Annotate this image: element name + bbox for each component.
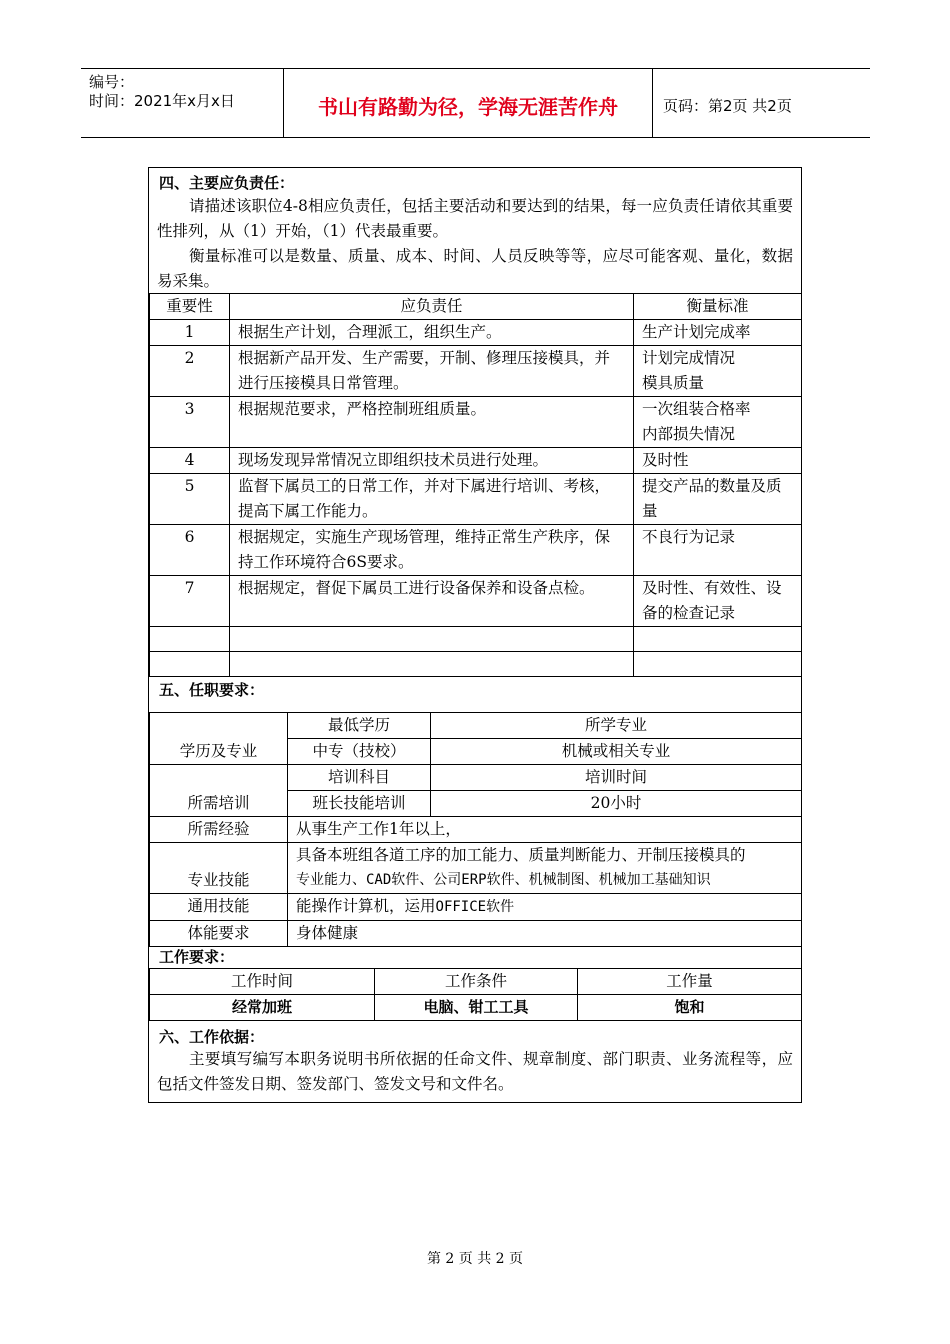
general-skill-label: 通用技能 xyxy=(150,894,288,921)
column-header-duty: 应负责任 xyxy=(230,294,634,320)
duty-cell: 根据规定，督促下属员工进行设备保养和设备点检。 xyxy=(230,576,634,627)
duty-cell: 根据新产品开发、生产需要，开制、修理压接模具，并进行压接模具日常管理。 xyxy=(230,346,634,397)
table-row xyxy=(150,397,802,448)
professional-skill-row xyxy=(150,843,802,894)
section6-description: 主要填写编写本职务说明书所依据的任命文件、规章制度、部门职责、业务流程等，应包括文件签发日期、签发部门、签发文号和文件名。 xyxy=(157,1050,793,1093)
physical-value: 身体健康 xyxy=(288,921,802,947)
general-skill-row xyxy=(150,894,802,921)
duty-cell xyxy=(230,627,634,652)
table-row-empty xyxy=(150,627,802,652)
rank-cell: 4 xyxy=(150,448,230,474)
physical-row xyxy=(150,921,802,947)
standard-cell: 一次组装合格率 内部损失情况 xyxy=(634,397,802,448)
professional-skill-line-1: 具备本班组各道工序的加工能力、质量判断能力、开制压接模具的 xyxy=(296,846,746,864)
rank-cell: 6 xyxy=(150,525,230,576)
section4-title: 四、主要应负责任： xyxy=(159,174,295,192)
work-value-row xyxy=(150,995,802,1021)
general-skill-software: OFFICE软件 xyxy=(435,899,515,915)
duty-cell xyxy=(230,652,634,677)
standard-cell: 提交产品的数量及质量 xyxy=(634,474,802,525)
job-description-form xyxy=(148,167,802,1103)
experience-label: 所需经验 xyxy=(150,817,288,843)
work-time-value: 经常加班 xyxy=(150,995,375,1021)
professional-skill-label: 专业技能 xyxy=(150,843,288,894)
table-row xyxy=(150,525,802,576)
responsibility-header-row xyxy=(150,294,802,320)
table-row xyxy=(150,320,802,346)
general-skill-text: 能操作计算机，运用 xyxy=(296,897,436,915)
standard-cell: 不良行为记录 xyxy=(634,525,802,576)
page-footer: 第 2 页 共 2 页 xyxy=(426,1251,524,1267)
section4-instructions: 请描述该职位4-8相应负责任，包括主要活动和要达到的结果，每一应负责任请依其重要性排列，从（1）开始，（1）代表最重要。 xyxy=(157,197,793,240)
training-time-value: 20小时 xyxy=(431,791,802,817)
work-condition-header: 工作条件 xyxy=(375,969,578,995)
work-requirements-table xyxy=(149,968,802,1021)
physical-label: 体能要求 xyxy=(150,921,288,947)
rank-cell: 2 xyxy=(150,346,230,397)
experience-row xyxy=(150,817,802,843)
column-header-standard: 衡量标准 xyxy=(634,294,802,320)
document-date: 时间：2021年x月x日 xyxy=(89,92,235,110)
header-motto: 书山有路勤为径，学海无涯苦作舟 xyxy=(283,69,653,137)
major-value: 机械或相关专业 xyxy=(431,739,802,765)
work-condition-value: 电脑、钳工工具 xyxy=(375,995,578,1021)
standard-cell xyxy=(634,627,802,652)
rank-cell: 5 xyxy=(150,474,230,525)
general-skill-value xyxy=(288,894,802,921)
work-header-row xyxy=(150,969,802,995)
rank-cell: 1 xyxy=(150,320,230,346)
work-time-header: 工作时间 xyxy=(150,969,375,995)
standard-cell: 计划完成情况 模具质量 xyxy=(634,346,802,397)
professional-skill-value xyxy=(288,843,802,894)
min-education-header: 最低学历 xyxy=(288,713,431,739)
standard-cell: 生产计划完成率 xyxy=(634,320,802,346)
training-label: 所需培训 xyxy=(150,765,288,817)
training-header-row xyxy=(150,765,802,791)
experience-value: 从事生产工作1年以上， xyxy=(288,817,802,843)
section5-title: 五、任职要求： xyxy=(159,681,265,699)
rank-cell: 3 xyxy=(150,397,230,448)
standard-cell xyxy=(634,652,802,677)
header-meta xyxy=(81,69,283,137)
column-header-rank: 重要性 xyxy=(150,294,230,320)
table-row-empty xyxy=(150,652,802,677)
training-subject-header: 培训科目 xyxy=(288,765,431,791)
rank-cell: 7 xyxy=(150,576,230,627)
training-subject-value: 班长技能培训 xyxy=(288,791,431,817)
training-time-header: 培训时间 xyxy=(431,765,802,791)
professional-skill-line-2: 专业能力、CAD软件、公司ERP软件、机械制图、机械加工基础知识 xyxy=(296,872,711,888)
duty-cell: 现场发现异常情况立即组织技术员进行处理。 xyxy=(230,448,634,474)
min-education-value: 中专（技校） xyxy=(288,739,431,765)
table-row xyxy=(150,346,802,397)
table-row xyxy=(150,576,802,627)
responsibility-table xyxy=(149,293,802,677)
rank-cell xyxy=(150,627,230,652)
education-header-row xyxy=(150,713,802,739)
duty-cell: 监督下属员工的日常工作，并对下属进行培训、考核，提高下属工作能力。 xyxy=(230,474,634,525)
section6-title: 六、工作依据： xyxy=(159,1028,265,1046)
section4-criteria-note: 衡量标准可以是数量、质量、成本、时间、人员反映等等，应尽可能客观、量化，数据易采集。 xyxy=(157,247,793,290)
duty-cell: 根据生产计划，合理派工，组织生产。 xyxy=(230,320,634,346)
header-page-info: 页码：第2页 共2页 xyxy=(663,96,792,115)
workload-header: 工作量 xyxy=(578,969,802,995)
work-requirements-title: 工作要求： xyxy=(159,948,235,966)
table-row xyxy=(150,474,802,525)
duty-cell: 根据规定，实施生产现场管理，维持正常生产秩序，保持工作环境符合6S要求。 xyxy=(230,525,634,576)
workload-value: 饱和 xyxy=(578,995,802,1021)
duty-cell: 根据规范要求，严格控制班组质量。 xyxy=(230,397,634,448)
rank-cell xyxy=(150,652,230,677)
document-number-label: 编号： xyxy=(89,73,135,91)
standard-cell: 及时性、有效性、设备的检查记录 xyxy=(634,576,802,627)
page-header xyxy=(81,68,870,138)
standard-cell: 及时性 xyxy=(634,448,802,474)
requirements-table xyxy=(149,712,802,947)
major-header: 所学专业 xyxy=(431,713,802,739)
table-row xyxy=(150,448,802,474)
education-label: 学历及专业 xyxy=(150,713,288,765)
